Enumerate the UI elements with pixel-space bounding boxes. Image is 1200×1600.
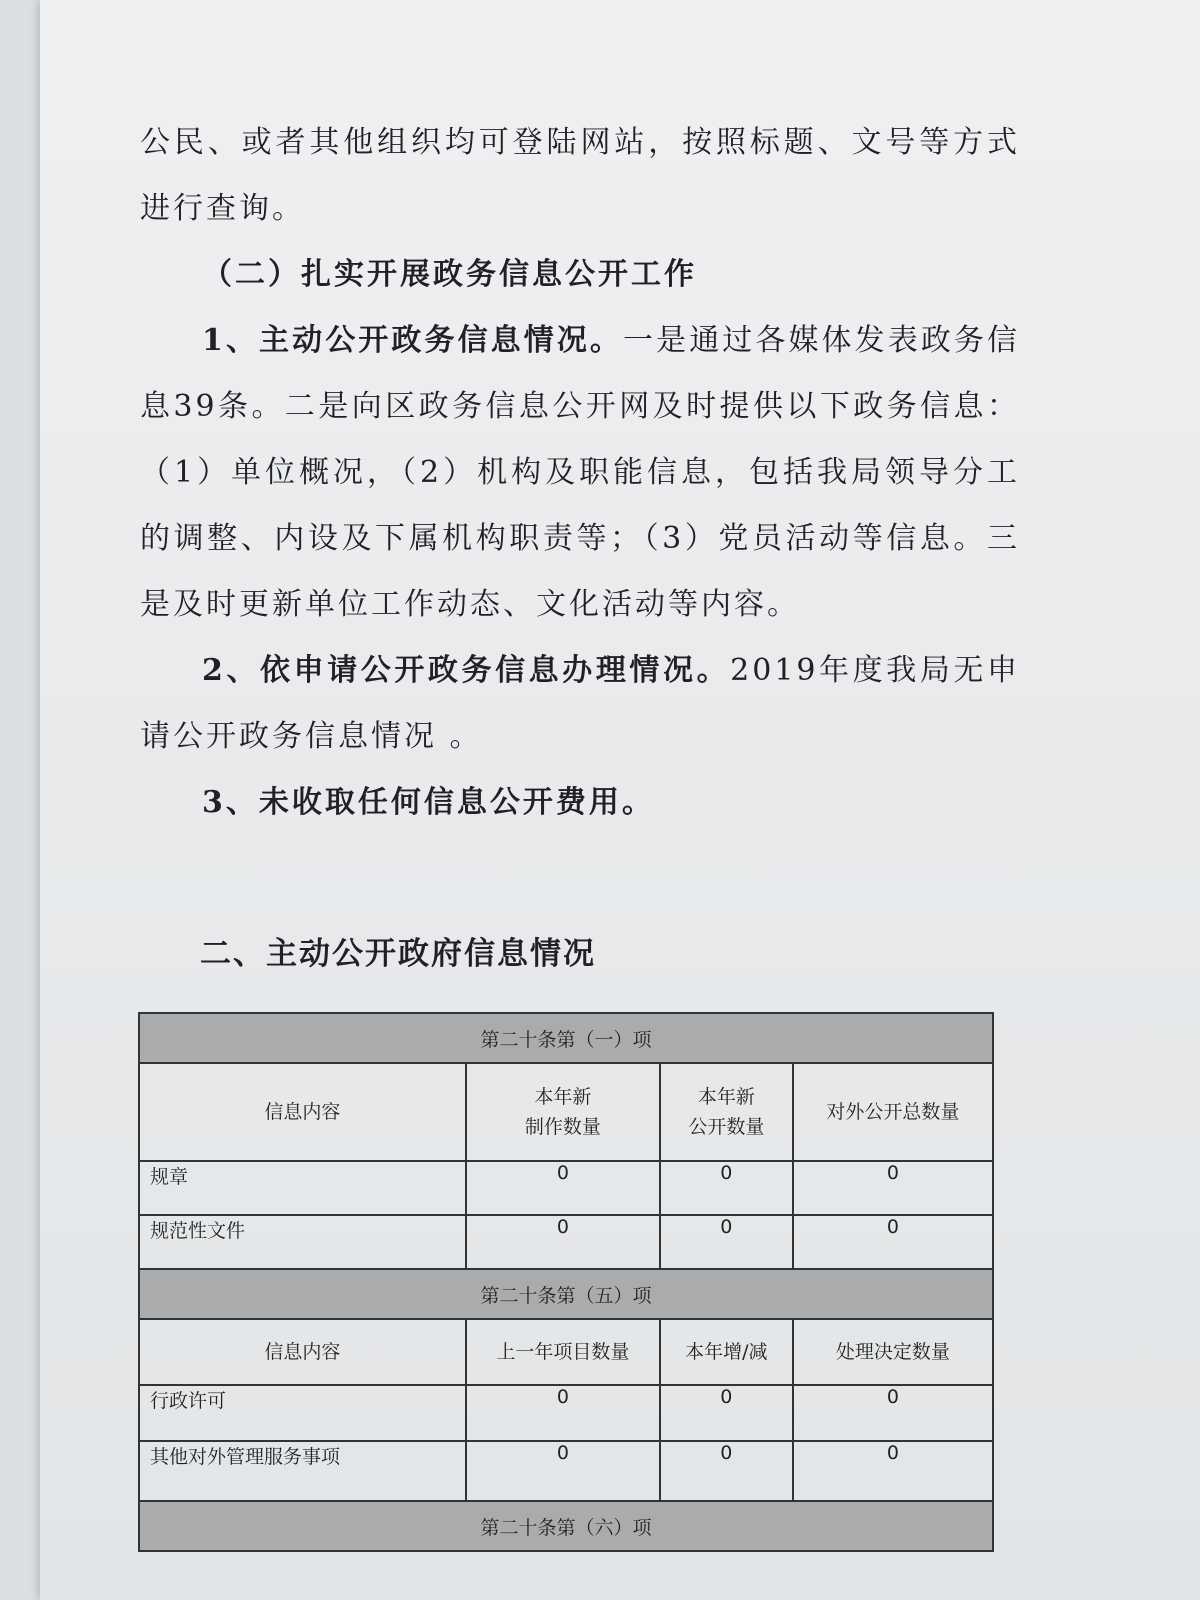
row-label: 其他对外管理服务事项 (139, 1441, 466, 1501)
table-header-row (139, 1319, 993, 1385)
value-cell: 0 (793, 1161, 993, 1215)
paragraph-4-lead: 2、依申请公开政务信息办理情况。 (202, 653, 731, 688)
value-cell: 0 (466, 1161, 660, 1215)
row-label: 规章 (139, 1161, 466, 1215)
value-cell: 0 (660, 1215, 793, 1269)
value-cell: 0 (793, 1385, 993, 1441)
paragraph-4-text: 2019年度我局无申请公开政务信息情况 。 (140, 653, 1021, 754)
paragraph-1: 公民、或者其他组织均可登陆网站，按照标题、文号等方式进行查询。 (140, 125, 1020, 226)
row-label: 行政许可 (139, 1385, 466, 1441)
value-cell: 0 (660, 1441, 793, 1501)
table-section-row (139, 1501, 993, 1551)
header-cell: 信息内容 (139, 1063, 466, 1161)
subheading-2: （二）扎实开展政务信息公开工作 (202, 257, 697, 292)
value-cell: 0 (793, 1215, 993, 1269)
header-cell: 上一年项目数量 (466, 1319, 660, 1385)
header-cell: 本年增/减 (660, 1319, 793, 1385)
table-row (139, 1215, 993, 1269)
value-cell: 0 (466, 1215, 660, 1269)
section-1-title: 第二十条第（一）项 (139, 1013, 993, 1063)
header-cell: 处理决定数量 (793, 1319, 993, 1385)
table-section-row (139, 1269, 993, 1319)
value-cell: 0 (660, 1385, 793, 1441)
section-3-title: 第二十条第（六）项 (139, 1501, 993, 1551)
paragraph-3-text: 一是通过各媒体发表政务信息39条。二是向区政务信息公开网及时提供以下政务信息：（1）单位概况，（2）机构及职能信息，包括我局领导分工的调整、内设及下属机构职责等；（3）党员活动等信息。三是及时更新单位工作动态、文化活动等内容。 (140, 323, 1021, 622)
value-cell: 0 (466, 1441, 660, 1501)
disclosure-table (138, 1012, 994, 1552)
value-cell: 0 (466, 1385, 660, 1441)
table-row (139, 1385, 993, 1441)
paragraph-3-lead: 1、主动公开政务信息情况。 (202, 323, 624, 358)
paragraph-3 (140, 308, 1020, 638)
table-row (139, 1441, 993, 1501)
table-row (139, 1161, 993, 1215)
table-header-row (139, 1063, 993, 1161)
row-label: 规范性文件 (139, 1215, 466, 1269)
header-cell: 信息内容 (139, 1319, 466, 1385)
header-cell: 对外公开总数量 (793, 1063, 993, 1161)
document-page (40, 0, 1200, 1600)
section-2-title: 第二十条第（五）项 (139, 1269, 993, 1319)
header-cell: 本年新 公开数量 (660, 1063, 793, 1161)
paragraph-4 (140, 638, 1020, 770)
value-cell: 0 (793, 1441, 993, 1501)
paragraph-5: 3、未收取任何信息公开费用。 (202, 785, 655, 820)
table-section-row (139, 1013, 993, 1063)
document-body (140, 110, 1020, 836)
header-cell: 本年新 制作数量 (466, 1063, 660, 1161)
section-title: 二、主动公开政府信息情况 (200, 936, 596, 972)
value-cell: 0 (660, 1161, 793, 1215)
